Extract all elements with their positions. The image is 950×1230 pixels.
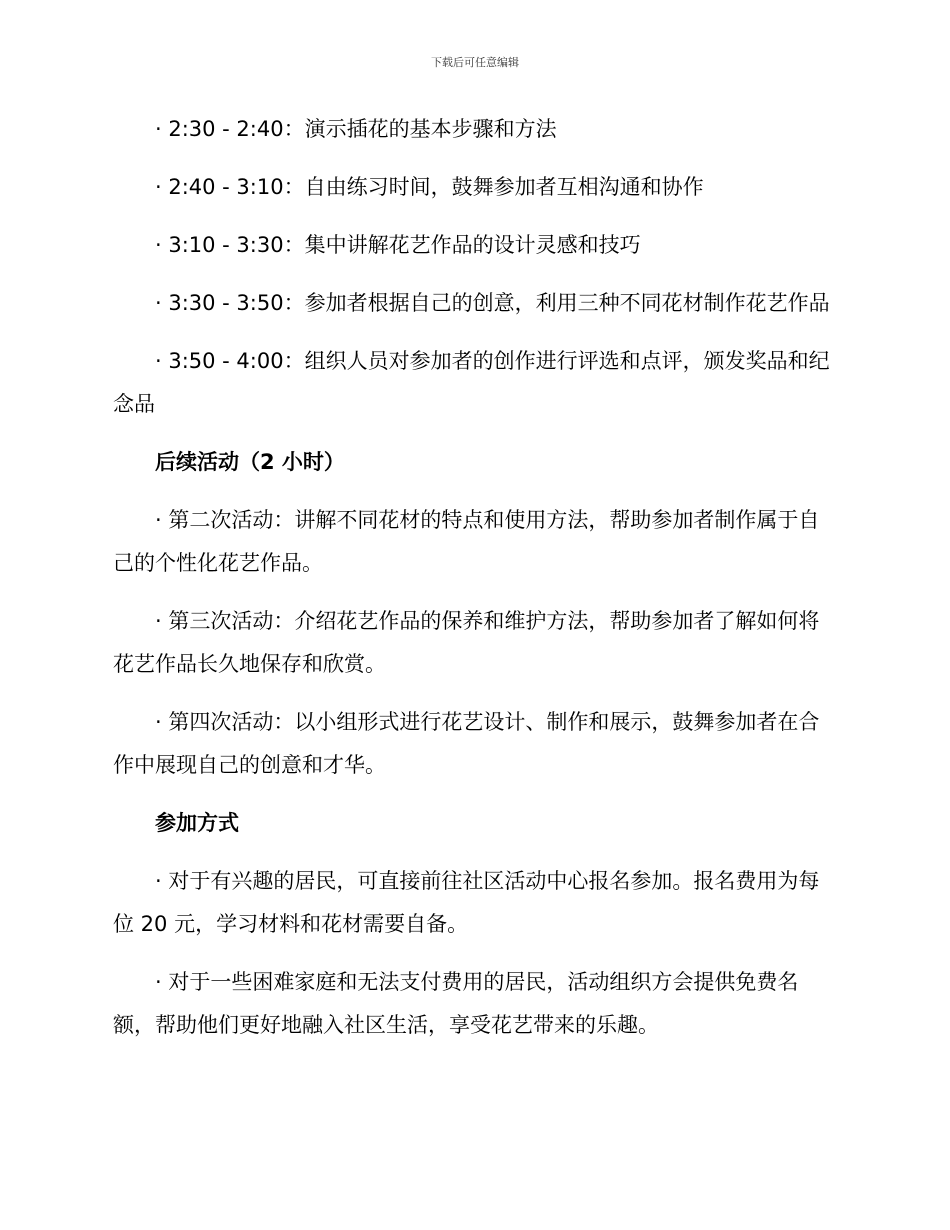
schedule-item: · 3:10 - 3:30：集中讲解花艺作品的设计灵感和技巧 xyxy=(155,233,641,257)
schedule-item: · 3:30 - 3:50：参加者根据自己的创意，利用三种不同花材制作花艺作品 xyxy=(155,291,830,315)
schedule-item: · 2:30 - 2:40：演示插花的基本步骤和方法 xyxy=(155,117,557,141)
document-body xyxy=(113,108,838,1062)
participation-item: · 对于有兴趣的居民，可直接前往社区活动中心报名参加。报名费用为每位 20 元，学习材料和花材需要自备。 xyxy=(113,869,820,936)
section-heading-followup: 后续活动（2 小时） xyxy=(155,450,345,474)
schedule-item: · 2:40 - 3:10：自由练习时间，鼓舞参加者互相沟通和协作 xyxy=(155,175,704,199)
page-header-note: 下载后可任意编辑 xyxy=(431,56,519,69)
followup-item: · 第四次活动：以小组形式进行花艺设计、制作和展示，鼓舞参加者在合作中展现自己的创意和才华。 xyxy=(113,710,820,777)
followup-item: · 第二次活动：讲解不同花材的特点和使用方法，帮助参加者制作属于自己的个性化花艺作品。 xyxy=(113,508,820,575)
participation-item: · 对于一些困难家庭和无法支付费用的居民，活动组织方会提供免费名额，帮助他们更好地融入社区生活，享受花艺带来的乐趣。 xyxy=(113,970,799,1037)
followup-item: · 第三次活动：介绍花艺作品的保养和维护方法，帮助参加者了解如何将花艺作品长久地保存和欣赏。 xyxy=(113,609,820,676)
schedule-item: · 3:50 - 4:00：组织人员对参加者的创作进行评选和点评，颁发奖品和纪念品 xyxy=(113,349,830,416)
section-heading-participation: 参加方式 xyxy=(155,811,239,835)
